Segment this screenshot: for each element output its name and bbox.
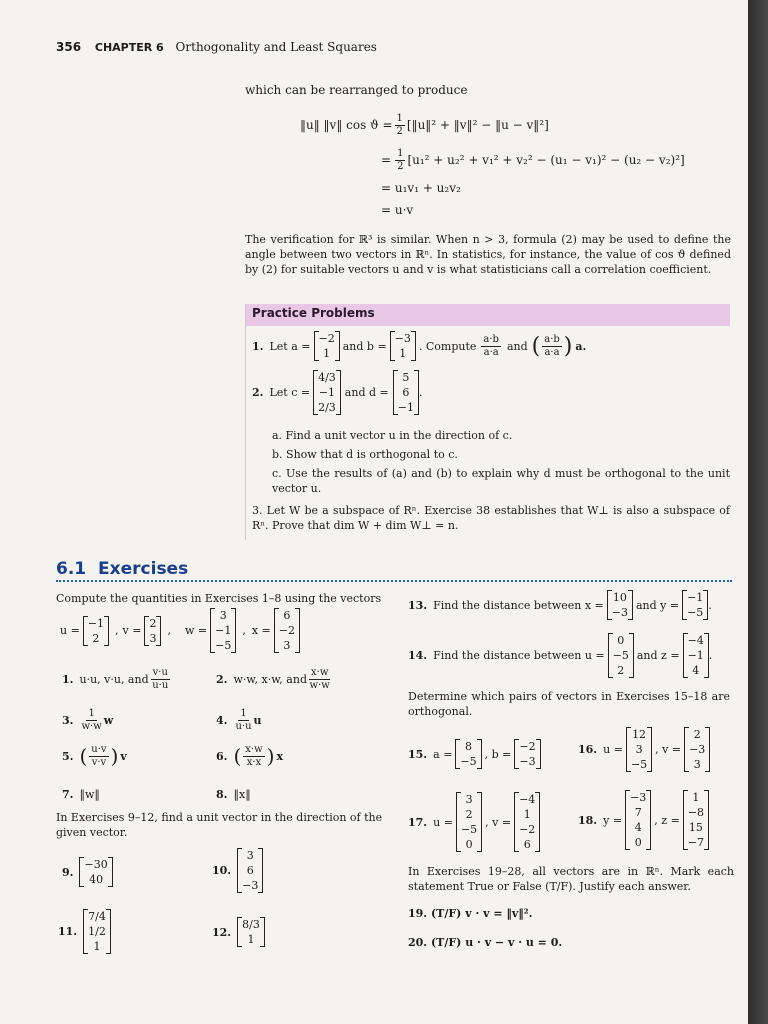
fraction-ab-aa-paren: $\frac{a\cdot b}{a\cdot a}$ [544, 333, 560, 358]
derivation-lhs: ‖u‖ ‖v‖ cos ϑ = [300, 118, 393, 132]
exercise-11: 11. 7/4 1/2 1 [58, 909, 111, 954]
practice-2a: a. Find a unit vector u in the direction of c. [272, 429, 513, 442]
practice-2c: c. Use the results of (a) and (b) to explain why d must be orthogonal to the unit vector u. [272, 467, 730, 495]
practice-problem-2: 2. Let c = 4/3 −1 2/3 and d = 5 6 −1 . [252, 371, 423, 414]
vector-u: −1 2 [83, 616, 109, 646]
exercise-5: 5. ( $\frac{u\cdot v}{v\cdot v}$ ) v [62, 744, 127, 768]
derivation-rhs-2: [u₁² + u₂² + v₁² + v₂² − (u₁ − v₁)² − (u₂ − v₂)²] [407, 153, 685, 167]
verification-paragraph: The verification for ℝ³ is similar. When n > 3, formula (2) may be used to define the angle between two vectors in ℝⁿ. In statistics, for instance, the value of cos ϑ defined by (2) for suitable vectors u and v is what statisticians call a correlation coefficient. [245, 233, 731, 276]
section-divider [56, 580, 732, 582]
exercise-vectors: u = −1 2 , v = 2 3 , w = 3 −1 −5 , x = 6 −2 3 [60, 608, 300, 653]
exercise-19: 19. (T/F) v · v = ‖v‖². [408, 907, 533, 920]
exercises-intro-19-28: In Exercises 19–28, all vectors are in ℝⁿ. Mark each statement True or False (T/F). Justify each answer. [408, 865, 734, 893]
vector-b: −3 1 [390, 331, 416, 361]
exercise-4: 4. $\frac{1}{u\cdot u}$ u [216, 708, 262, 732]
intro-text: which can be rearranged to produce [245, 83, 468, 97]
exercise-17: 17. u = 3 2 −5 0 , v = −4 1 −2 6 [408, 792, 540, 852]
exercise-13: 13. Find the distance between x = 10 −3 and y = −1 −5 . [408, 591, 712, 619]
practice-2b: b. Show that d is orthogonal to c. [272, 448, 458, 461]
derivation-line-1 [300, 113, 549, 138]
exercise-7: 7. ‖w‖ [62, 788, 100, 801]
exercise-15: 15. a = 8 −5 , b = −2 −3 [408, 739, 541, 769]
exercise-14: 14. Find the distance between u = 0 −5 2 and z = −4 −1 4 . [408, 634, 713, 677]
derivation-line-2: = $\frac{1}{2}$ [u₁² + u₂² + v₁² + v₂² − (u₁ − v₁)² − (u₂ − v₂)²] [381, 148, 685, 172]
vector-v: 2 3 [144, 616, 161, 646]
exercise-10: 10. 3 6 −3 [212, 848, 263, 893]
fraction-ab-aa: $\frac{a\cdot b}{a\cdot a}$ [483, 333, 499, 358]
vector-d: 5 6 −1 [393, 370, 419, 415]
half-fraction: $\frac{1}{2}$ [396, 113, 403, 137]
vector-c: 4/3 −1 2/3 [313, 370, 341, 415]
practice-3: 3. Let W be a subspace of Rⁿ. Exercise 38 establishes that W⊥ is also a subspace of Rⁿ. Prove that dim W + dim W⊥ = n. [252, 504, 730, 532]
page-header [56, 40, 377, 54]
exercise-9: 9. −30 40 [62, 857, 113, 887]
derivation-line-3: = u₁v₁ + u₂v₂ [381, 181, 461, 195]
chapter-label: CHAPTER 6 [94, 41, 164, 54]
derivation-line-4: = u·v [381, 203, 414, 217]
derivation-rhs-1: [‖u‖² + ‖v‖² − ‖u − v‖²] [406, 118, 549, 132]
exercise-8: 8. ‖x‖ [216, 788, 251, 801]
exercise-16: 16. u = 12 3 −5 , v = 2 −3 3 [578, 727, 710, 772]
vector-w: 3 −1 −5 [210, 608, 236, 653]
vector-a: −2 1 [314, 331, 340, 361]
practice-problem-1: 1. Let a = −2 1 and b = −3 1 . Compute $\frac{a\cdot b}{a\cdot a}$ and ( $\frac{a\cdot b}{a\cdot a}$ ) a. [252, 332, 587, 360]
page-number: 356 [56, 40, 82, 54]
exercise-12: 12. 8/3 1 [212, 917, 265, 947]
exercise-2: 2. w·w, x·w, and $\frac{x\cdot w}{w\cdot w}$ [216, 667, 330, 691]
exercises-intro-1-8: Compute the quantities in Exercises 1–8 using the vectors [56, 592, 382, 605]
exercise-1: 1. u·u, v·u, and $\frac{v\cdot u}{u\cdot u}$ [62, 667, 169, 691]
exercises-intro-15-18: Determine which pairs of vectors in Exercises 15–18 are orthogonal. [408, 690, 730, 718]
exercise-3: 3. $\frac{1}{w\cdot w}$ w [62, 708, 114, 732]
exercise-6: 6. ( $\frac{x\cdot w}{x\cdot x}$ ) x [216, 744, 284, 768]
exercises-intro-9-12: In Exercises 9–12, find a unit vector in the direction of the given vector. [56, 811, 383, 839]
book-spine-shadow [748, 0, 768, 1024]
exercise-18: 18. y = −3 7 4 0 , z = 1 −8 15 −7 [578, 790, 709, 850]
practice-title: Practice Problems [252, 306, 375, 320]
exercise-20: 20. (T/F) u · v − v · u = 0. [408, 936, 563, 949]
half-fraction: $\frac{1}{2}$ [397, 148, 404, 172]
chapter-title: Orthogonality and Least Squares [175, 40, 377, 54]
exercises-heading: 6.1 Exercises [56, 559, 189, 579]
vector-x: 6 −2 3 [274, 608, 300, 653]
